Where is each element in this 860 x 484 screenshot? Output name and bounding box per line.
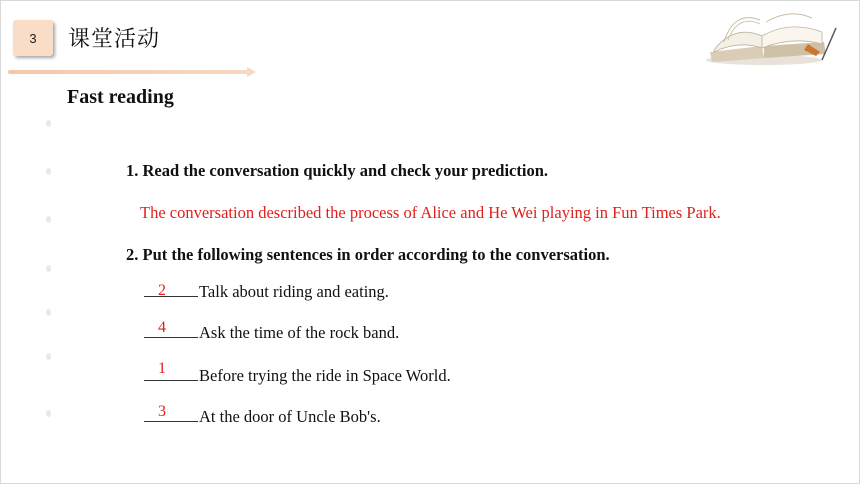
- order-item-text: Ask the time of the rock band.: [199, 323, 400, 342]
- bullet-dot: [46, 410, 51, 417]
- order-item-text: Talk about riding and eating.: [199, 282, 389, 301]
- answer-1: The conversation described the process of Alice and He Wei playing in Fun Times Park.: [140, 203, 721, 222]
- header-divider: [8, 70, 248, 74]
- order-item-text: Before trying the ride in Space World.: [199, 366, 451, 385]
- order-number: 3: [158, 403, 166, 420]
- activity-subtitle: Fast reading: [67, 86, 174, 108]
- bullet-dot: [46, 265, 51, 272]
- question-1: 1. Read the conversation quickly and check your prediction.: [126, 161, 548, 180]
- section-title: 课堂活动: [68, 27, 161, 52]
- bullet-dot: [46, 120, 51, 127]
- answer-blank: [144, 323, 198, 338]
- answer-blank: [144, 366, 198, 381]
- order-item: [144, 366, 451, 386]
- section-number: 3: [29, 30, 37, 46]
- order-number: 4: [158, 319, 166, 336]
- answer-blank: [144, 407, 198, 422]
- order-item: [144, 323, 399, 343]
- order-item: [144, 407, 381, 427]
- order-number: 1: [158, 360, 166, 377]
- question-2: 2. Put the following sentences in order according to the conversation.: [126, 245, 610, 264]
- order-item-text: At the door of Uncle Bob's.: [199, 407, 381, 426]
- open-book-illustration: [704, 6, 840, 68]
- bullet-dot: [46, 353, 51, 360]
- section-number-badge: [13, 20, 53, 56]
- bullet-dot: [46, 168, 51, 175]
- answer-blank: [144, 282, 198, 297]
- order-number: 2: [158, 282, 166, 299]
- bullet-dot: [46, 309, 51, 316]
- bullet-dot: [46, 216, 51, 223]
- order-item: [144, 282, 389, 302]
